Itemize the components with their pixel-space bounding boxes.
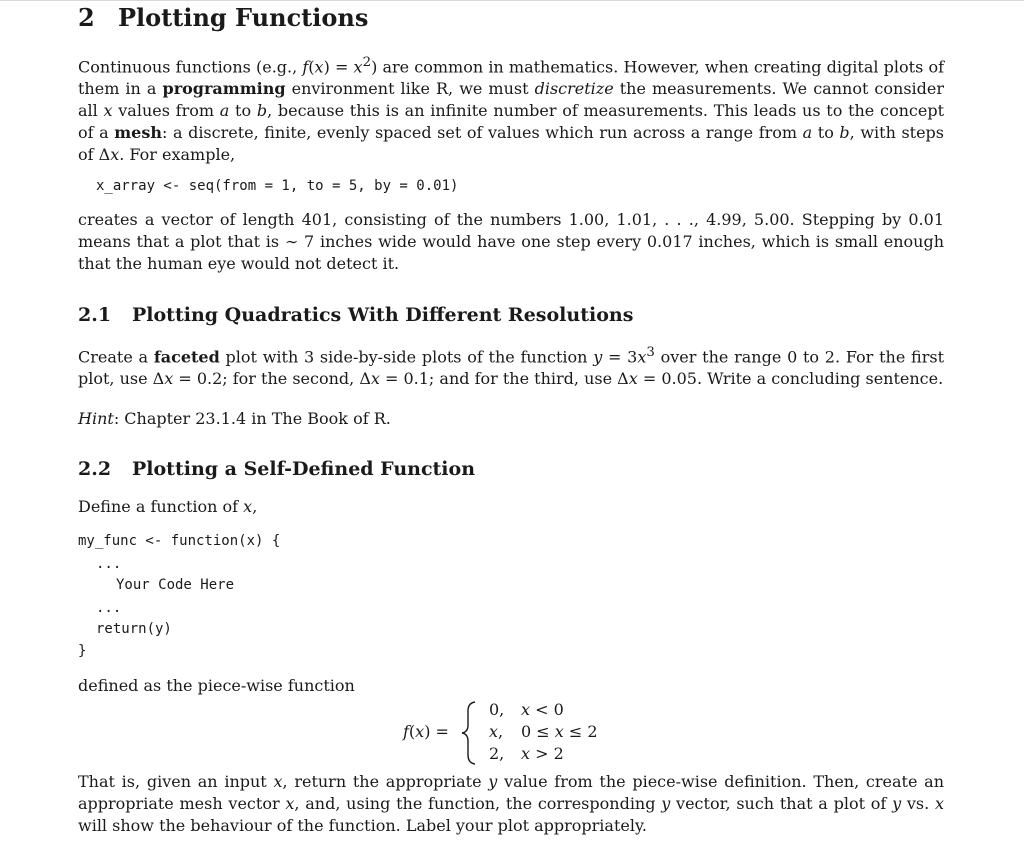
piecewise-case-2: x, 0 ≤ x ≤ 2 [489, 722, 598, 741]
intro-paragraph: Continuous functions (e.g., $f(x) = x^2$) are common in mathematics. However, when creating digital plots of them in a programming environment like R, we must discretize the measurements. We cannot consider all x values from a to b, because this is an infinite number of measurements. This leads us to the concept of a mesh: a discrete, finite, evenly spaced set of values which run across a range from a to b, with steps of Δx. For example, [78, 55, 945, 165]
code-ellipsis-2: ... [96, 600, 122, 616]
discretize-italic: discretize [534, 79, 614, 99]
subsection-heading-2-1 [78, 304, 633, 326]
subsection-title: Plotting a Self-Defined Function [132, 458, 476, 480]
code-ellipsis-1: ... [96, 556, 122, 572]
closing-paragraph: That is, given an input x, return the appropriate y value from the piece-wise definition. Then, create an appropriate mesh vector x, and, using the function, the corresponding y vector, such that a plot of y vs. x will show the behaviour of the function. Label your plot appropriately. [78, 772, 945, 835]
piecewise-case-3: 2, x > 2 [489, 744, 564, 763]
section-number: 2 [78, 3, 95, 32]
mesh-bold: mesh [114, 123, 162, 143]
subsection-title: Plotting Quadratics With Different Resolutions [132, 304, 634, 326]
hint-label: Hint [78, 409, 114, 428]
vector-explanation-paragraph: creates a vector of length 401, consisting of the numbers 1.00, 1.01, . . ., 4.99, 5.00. Stepping by 0.01 means that a plot that is ∼ 7 inches wide would have one step every 0.017 inches, which is small enough that the human eye would not detect it. [78, 210, 944, 273]
section-title: Plotting Functions [118, 3, 369, 32]
code-return: return(y) [96, 621, 172, 637]
define-function-paragraph: Define a function of x, [78, 497, 258, 516]
hint-paragraph: Hint: Chapter 23.1.4 in The Book of R. [78, 409, 391, 428]
left-brace-icon [461, 701, 477, 765]
code-your-code-here: Your Code Here [116, 577, 235, 593]
code-close-brace: } [78, 643, 87, 659]
subsection-number: 2.1 [78, 304, 112, 326]
page-top-border [0, 0, 1024, 1]
quadratics-paragraph: Create a faceted plot with 3 side-by-side plots of the function $y = 3x^3$ over the range 0 to 2. For the first plot, use Δx = 0.2; for the second, Δx = 0.1; and for the third, use Δx = 0.05. Write a concluding sentence. [78, 345, 944, 389]
subsection-number: 2.2 [78, 458, 112, 480]
piecewise-intro: defined as the piece-wise function [78, 676, 355, 695]
piecewise-equation [403, 700, 633, 766]
code-seq-example: x_array <- seq(from = 1, to = 5, by = 0.01) [96, 178, 459, 194]
programming-bold: programming [162, 79, 286, 99]
faceted-bold: faceted [153, 347, 220, 367]
piecewise-case-1: 0, x < 0 [489, 700, 564, 719]
code-func-line1: my_func <- function(x) { [78, 533, 281, 549]
section-heading [78, 3, 368, 32]
piecewise-lhs: f(x) = [403, 722, 449, 741]
subsection-heading-2-2 [78, 458, 475, 480]
